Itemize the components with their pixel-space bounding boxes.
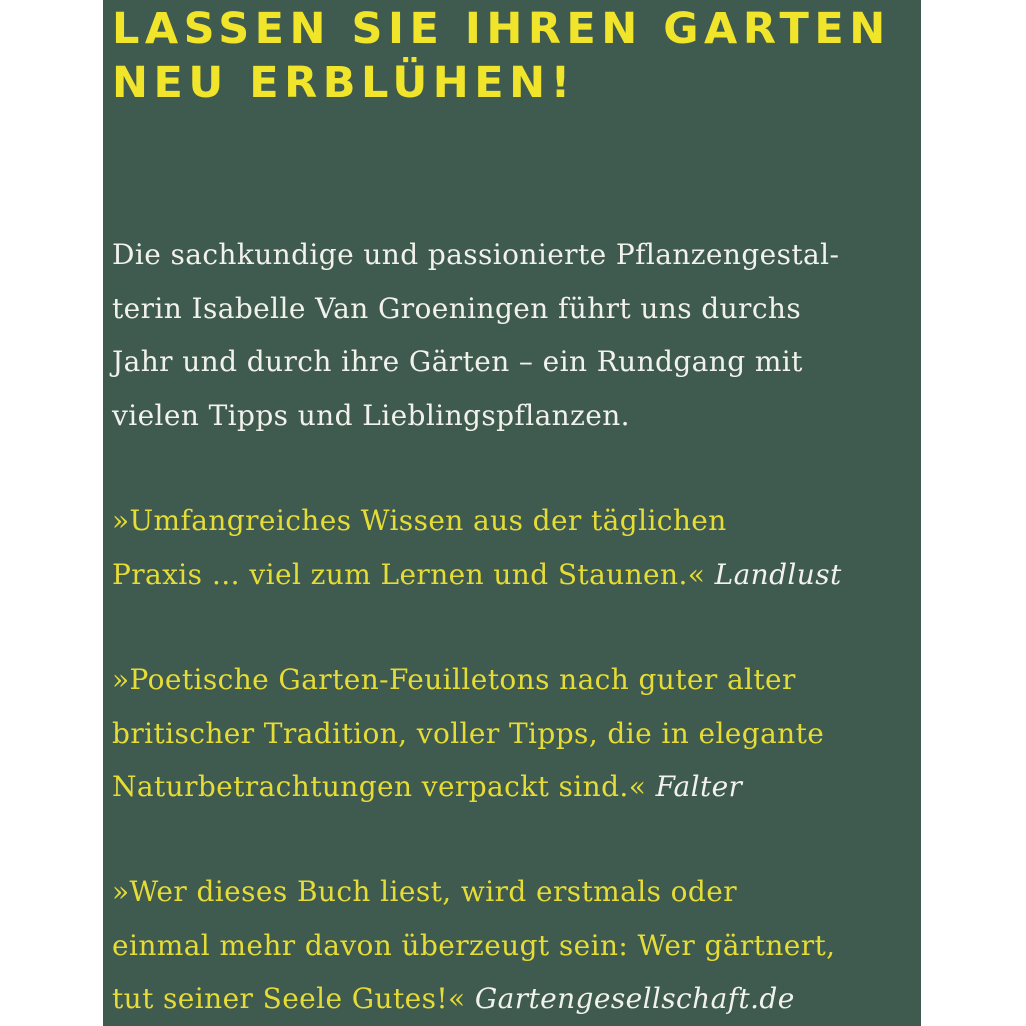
quote-text: Praxis … viel zum Lernen und Staunen.« [112, 557, 715, 591]
quote-text: tut seiner Seele Gutes!« [112, 982, 475, 1015]
quote-line: »Umfangreiches Wissen aus der täglichen [112, 504, 727, 537]
review-quote-falter [112, 653, 927, 814]
quote-line: »Wer dieses Buch liest, wird erstmals oder [112, 875, 737, 908]
review-quote-gartengesellschaft [112, 865, 927, 1026]
quote-line: einmal mehr davon überzeugt sein: Wer gärtnert, [112, 928, 836, 962]
review-quote-landlust [112, 494, 927, 601]
quote-source: Landlust [714, 557, 842, 591]
headline-line-1: LASSEN SIE IHREN GARTEN [112, 4, 891, 54]
description-line: Die sachkundige und passionierte Pflanzengestal- [112, 238, 840, 271]
headline-line-2: NEU ERBLÜHEN! [112, 58, 576, 108]
quote-text: Naturbetrachtungen verpackt sind.« [112, 770, 656, 803]
description-line: vielen Tipps und Lieblingspflanzen. [112, 398, 630, 432]
quote-line [112, 548, 927, 602]
quote-line [112, 760, 927, 814]
quote-source: Falter [655, 770, 743, 803]
description-line: Jahr und durch ihre Gärten – ein Rundgang mit [112, 345, 803, 378]
description-line: terin Isabelle Van Groeningen führt uns durchs [112, 291, 802, 325]
quote-line [112, 972, 927, 1026]
back-cover-panel [103, 0, 921, 1026]
quote-line: britischer Tradition, voller Tipps, die in elegante [112, 716, 825, 750]
book-description [112, 228, 927, 442]
quote-source: Gartengesellschaft.de [474, 982, 795, 1015]
headline [112, 0, 921, 110]
quote-line: »Poetische Garten-Feuilletons nach guter alter [112, 663, 796, 696]
